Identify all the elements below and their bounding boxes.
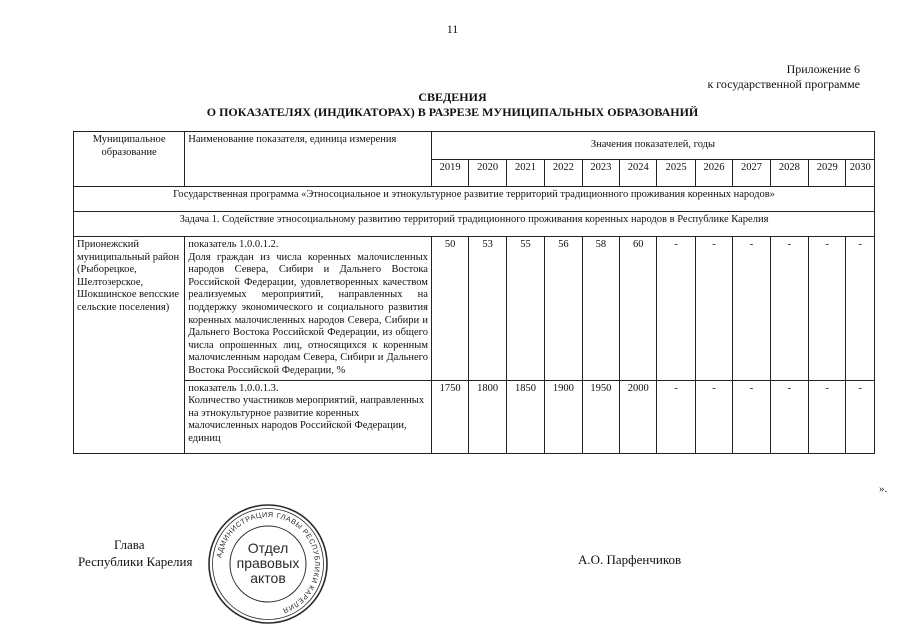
task-row: Задача 1. Содействие этносоциальному развитию территорий традиционного проживания коренных народов в Республике Карелия [74, 212, 875, 237]
value-cell: - [695, 380, 732, 453]
value-cell: 2000 [620, 380, 657, 453]
page-number: 11 [446, 22, 459, 36]
value-cell: - [733, 380, 770, 453]
position-line1: Глава [114, 537, 145, 552]
year-header-2020: 2020 [469, 159, 506, 187]
value-cell: - [695, 237, 732, 381]
appendix-note [707, 62, 860, 92]
signature-name: А.О. Парфенчиков [578, 552, 682, 567]
value-cell: - [770, 380, 808, 453]
year-header-2029: 2029 [809, 159, 846, 187]
indicators-table [73, 131, 875, 454]
value-cell: 1800 [469, 380, 506, 453]
indicator-code: показатель 1.0.0.1.2. [188, 239, 279, 250]
year-header-2022: 2022 [545, 159, 582, 187]
indicator-name: Количество участников мероприятий, направленных на этнокультурное развитие коренных малочисленных народов Российской Федерации, единиц [188, 395, 425, 444]
value-cell: - [770, 237, 808, 381]
indicator-cell [185, 380, 432, 453]
value-cell: - [809, 380, 846, 453]
year-header-2027: 2027 [733, 159, 770, 187]
document-title [0, 90, 905, 120]
year-header-2028: 2028 [770, 159, 808, 187]
indicator-code: показатель 1.0.0.1.3. [188, 382, 279, 394]
year-header-2025: 2025 [657, 159, 695, 187]
value-cell: - [846, 380, 875, 453]
program-row: Государственная программа «Этносоциальное и этнокультурное развитие территорий традиционного проживания коренных народов» [74, 187, 875, 212]
value-cell: - [846, 237, 875, 381]
appendix-line2: к государственной программе [707, 77, 860, 91]
year-header-2026: 2026 [695, 159, 732, 187]
value-cell: 58 [582, 237, 619, 381]
header-values: Значения показателей, годы [431, 132, 874, 160]
value-cell: 50 [431, 237, 468, 381]
header-indicator: Наименование показателя, единица измерения [185, 132, 432, 187]
value-cell: 1900 [545, 380, 582, 453]
closing-quote: ». [879, 483, 888, 495]
stamp-line3: актов [250, 570, 286, 586]
stamp-line1: Отдел [247, 540, 289, 556]
year-header-2019: 2019 [431, 159, 468, 187]
official-stamp [206, 502, 330, 626]
year-header-2030: 2030 [846, 159, 875, 187]
value-cell: - [657, 380, 695, 453]
table-row [74, 380, 875, 453]
value-cell: 1950 [582, 380, 619, 453]
value-cell: 53 [469, 237, 506, 381]
signature-position [78, 536, 192, 570]
table-row [74, 237, 875, 381]
title-line2: О ПОКАЗАТЕЛЯХ (ИНДИКАТОРАХ) В РАЗРЕЗЕ МУНИЦИПАЛЬНЫХ ОБРАЗОВАНИЙ [206, 105, 699, 119]
value-cell: 56 [545, 237, 582, 381]
year-header-2024: 2024 [620, 159, 657, 187]
value-cell: 60 [620, 237, 657, 381]
value-cell: 55 [506, 237, 544, 381]
value-cell: - [809, 237, 846, 381]
indicator-cell [185, 237, 432, 381]
indicator-name: Доля граждан из числа коренных малочисленных народов Севера, Сибири и Дальнего Востока Российской Федерации, удовлетворенных качеством реализуемых мероприятий, направленных на поддержку экономического и социального развития коренных малочисленных народов Севера, Сибири и Дальнего Востока Российской Федерации, из общего числа опрошенных лиц, относящихся к коренным малочисленным народам Севера, Сибири и Дальнего Востока Российской Федерации, % [188, 251, 428, 376]
stamp-ring-text: АДМИНИСТРАЦИЯ ГЛАВЫ РЕСПУБЛИКИ КАРЕЛИЯ [214, 509, 323, 616]
value-cell: 1850 [506, 380, 544, 453]
position-line2: Республики Карелия [78, 554, 193, 569]
year-header-2023: 2023 [582, 159, 619, 187]
value-cell: - [657, 237, 695, 381]
value-cell: 1750 [431, 380, 468, 453]
appendix-line1: Приложение 6 [786, 62, 860, 76]
value-cell: - [733, 237, 770, 381]
header-municipality: Муниципальное образование [74, 132, 185, 187]
municipality-cell: Прионежский муниципальный район (Рыборецкое, Шелтозерское, Шокшинское вепсские сельские поселения) [74, 237, 185, 454]
stamp-line2: правовых [236, 555, 300, 571]
year-header-2021: 2021 [506, 159, 544, 187]
title-line1: СВЕДЕНИЯ [418, 90, 487, 104]
